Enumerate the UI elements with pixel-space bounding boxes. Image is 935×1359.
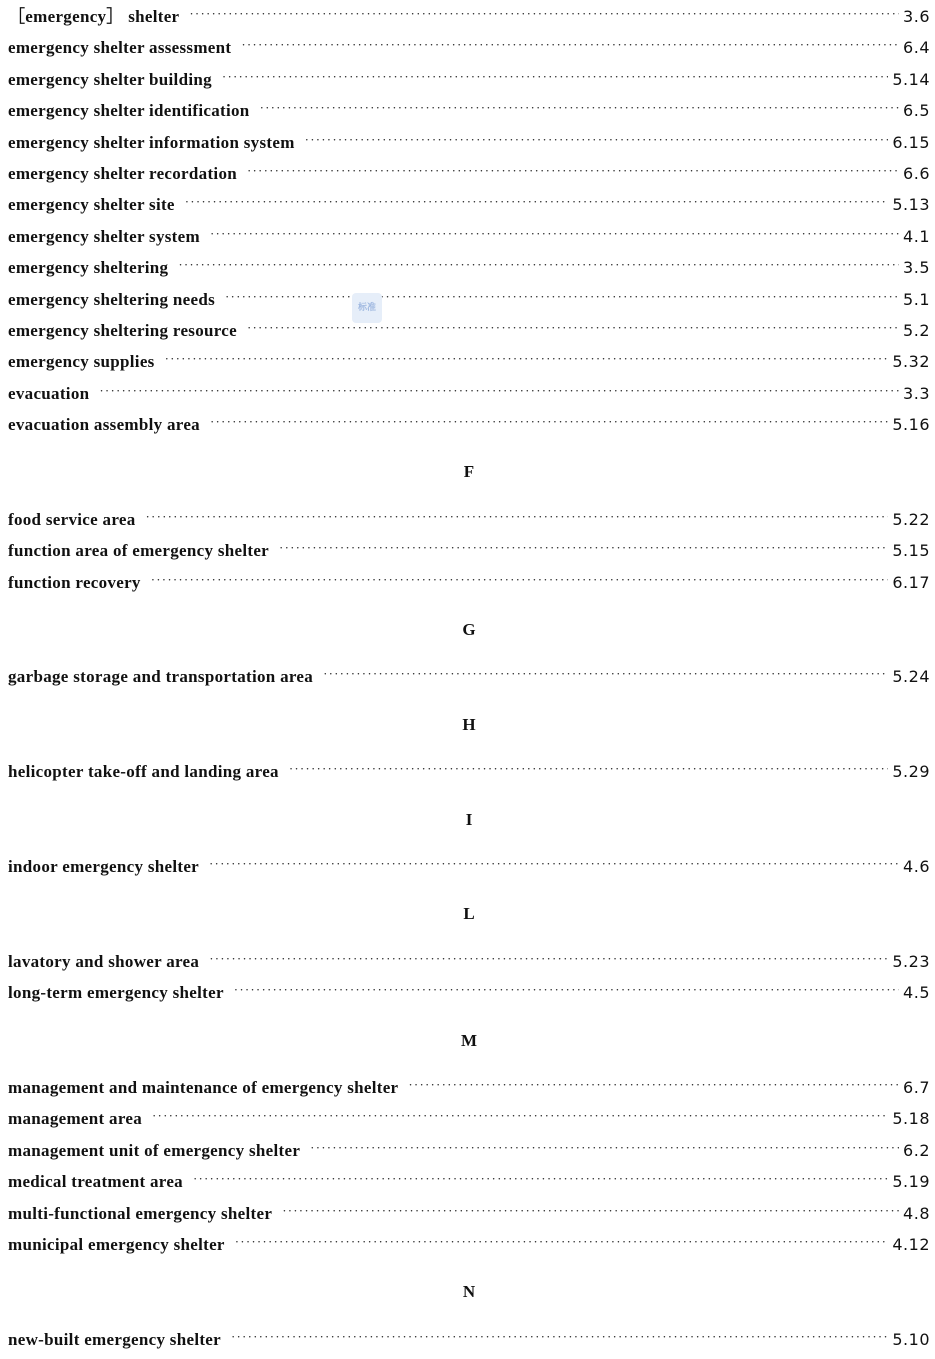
clause-number: 3.5 bbox=[903, 258, 930, 278]
dot-leader bbox=[209, 947, 888, 971]
index-term: function area of emergency shelter bbox=[8, 541, 270, 561]
section-letter-heading: F bbox=[463, 462, 475, 482]
index-entry[interactable] bbox=[8, 571, 930, 602]
index-term: emergency supplies bbox=[8, 352, 155, 372]
index-term: emergency shelter identification bbox=[8, 101, 250, 121]
section-letter-heading: M bbox=[460, 1030, 478, 1050]
clause-number: 6.7 bbox=[903, 1077, 930, 1097]
dot-leader bbox=[152, 1104, 888, 1128]
clause-number: 5.29 bbox=[892, 762, 930, 782]
dot-leader bbox=[323, 662, 888, 686]
clause-number: 5.13 bbox=[892, 195, 930, 215]
dot-leader bbox=[185, 190, 889, 214]
clause-number: 4.6 bbox=[903, 856, 930, 876]
index-entry[interactable] bbox=[8, 1328, 930, 1359]
index-entry[interactable] bbox=[8, 382, 930, 413]
index-entry[interactable] bbox=[8, 68, 930, 99]
index-term: new-built emergency shelter bbox=[8, 1329, 221, 1349]
index-entry[interactable] bbox=[8, 855, 930, 886]
dot-leader bbox=[151, 568, 889, 592]
index-entry[interactable] bbox=[8, 350, 930, 381]
index-entry[interactable] bbox=[8, 36, 930, 67]
index-entry[interactable] bbox=[8, 981, 930, 1012]
clause-number: 5.15 bbox=[892, 541, 930, 561]
dot-leader bbox=[241, 33, 899, 57]
clause-number: 4.1 bbox=[903, 226, 930, 246]
index-term: management area bbox=[8, 1109, 143, 1129]
index-term: management unit of emergency shelter bbox=[8, 1140, 301, 1160]
index-term: ［emergency］ shelter bbox=[8, 7, 180, 26]
index-entry[interactable] bbox=[8, 5, 930, 36]
dot-leader bbox=[234, 978, 899, 1002]
dot-leader bbox=[210, 222, 899, 246]
index-entry[interactable] bbox=[8, 256, 930, 287]
dot-leader bbox=[146, 505, 889, 529]
clause-number: 5.23 bbox=[892, 951, 930, 971]
index-term: indoor emergency shelter bbox=[8, 856, 200, 876]
index-entry[interactable] bbox=[8, 760, 930, 791]
index-entry[interactable] bbox=[8, 1233, 930, 1264]
index-term: emergency sheltering resource bbox=[8, 320, 237, 340]
clause-number: 5.2 bbox=[903, 320, 930, 340]
dot-leader bbox=[408, 1073, 899, 1097]
index-entry[interactable] bbox=[8, 193, 930, 224]
clause-number: 3.3 bbox=[903, 383, 930, 403]
index-term: management and maintenance of emergency shelter bbox=[8, 1077, 399, 1097]
index-term: emergency shelter site bbox=[8, 195, 175, 215]
index-entry[interactable] bbox=[8, 131, 930, 162]
index-term: evacuation assembly area bbox=[8, 415, 200, 435]
dot-leader bbox=[99, 379, 899, 403]
clause-number: 5.22 bbox=[892, 509, 930, 529]
clause-number: 4.8 bbox=[903, 1203, 930, 1223]
index-entry[interactable] bbox=[8, 413, 930, 444]
section-letter-heading: G bbox=[462, 620, 476, 640]
index-entry[interactable] bbox=[8, 288, 930, 319]
clause-number: 6.6 bbox=[903, 163, 930, 183]
index-entry[interactable] bbox=[8, 319, 930, 350]
dot-leader bbox=[279, 536, 888, 560]
dot-leader bbox=[222, 65, 888, 89]
clause-number: 5.10 bbox=[892, 1329, 930, 1349]
clause-number: 5.18 bbox=[892, 1109, 930, 1129]
index-page bbox=[8, 5, 930, 1359]
section-letter-heading: N bbox=[462, 1282, 476, 1302]
index-entry[interactable] bbox=[8, 1076, 930, 1107]
index-term: emergency shelter information system bbox=[8, 132, 295, 152]
clause-number: 4.12 bbox=[892, 1234, 930, 1254]
index-term: lavatory and shower area bbox=[8, 951, 200, 971]
clause-number: 5.16 bbox=[892, 415, 930, 435]
index-entry[interactable] bbox=[8, 1170, 930, 1201]
index-entry[interactable] bbox=[8, 508, 930, 539]
index-term: medical treatment area bbox=[8, 1172, 183, 1192]
index-term: helicopter take-off and landing area bbox=[8, 762, 279, 782]
index-term: food service area bbox=[8, 509, 136, 529]
dot-leader bbox=[235, 1230, 889, 1254]
index-term: emergency shelter assessment bbox=[8, 38, 232, 58]
index-entry[interactable] bbox=[8, 539, 930, 570]
clause-number: 5.1 bbox=[903, 289, 930, 309]
dot-leader bbox=[209, 852, 899, 876]
clause-number: 6.5 bbox=[903, 101, 930, 121]
dot-leader bbox=[189, 2, 899, 26]
dot-leader bbox=[247, 316, 899, 340]
index-term: function recovery bbox=[8, 572, 141, 592]
dot-leader bbox=[178, 253, 899, 277]
clause-number: 3.6 bbox=[903, 7, 930, 26]
clause-number: 6.17 bbox=[892, 572, 930, 592]
index-term: emergency shelter recordation bbox=[8, 163, 237, 183]
index-entry[interactable] bbox=[8, 99, 930, 130]
index-entry[interactable] bbox=[8, 950, 930, 981]
index-term: municipal emergency shelter bbox=[8, 1234, 225, 1254]
index-entry[interactable] bbox=[8, 1139, 930, 1170]
clause-number: 6.15 bbox=[892, 132, 930, 152]
index-term: emergency sheltering bbox=[8, 258, 169, 278]
index-term: multi-functional emergency shelter bbox=[8, 1203, 273, 1223]
clause-number: 6.2 bbox=[903, 1140, 930, 1160]
index-term: garbage storage and transportation area bbox=[8, 667, 314, 687]
index-term: emergency shelter system bbox=[8, 226, 200, 246]
dot-leader bbox=[247, 159, 899, 183]
index-term: long-term emergency shelter bbox=[8, 983, 224, 1003]
dot-leader bbox=[165, 347, 889, 371]
dot-leader bbox=[282, 1199, 899, 1223]
dot-leader bbox=[231, 1325, 888, 1349]
clause-number: 4.5 bbox=[903, 983, 930, 1003]
section-letter-heading: I bbox=[465, 809, 473, 829]
clause-number: 5.19 bbox=[892, 1172, 930, 1192]
clause-number: 5.32 bbox=[892, 352, 930, 372]
section-letter-heading: H bbox=[462, 714, 476, 734]
index-term: emergency shelter building bbox=[8, 69, 212, 89]
clause-number: 5.14 bbox=[892, 69, 930, 89]
dot-leader bbox=[210, 410, 888, 434]
watermark-logo: 标准 bbox=[352, 293, 382, 323]
dot-leader bbox=[289, 757, 889, 781]
clause-number: 5.24 bbox=[892, 667, 930, 687]
dot-leader bbox=[225, 285, 899, 309]
index-entry[interactable] bbox=[8, 225, 930, 256]
index-entry[interactable] bbox=[8, 162, 930, 193]
dot-leader bbox=[310, 1136, 899, 1160]
index-entry[interactable] bbox=[8, 665, 930, 696]
section-letter-heading: L bbox=[463, 904, 475, 924]
dot-leader bbox=[260, 96, 899, 120]
index-term: evacuation bbox=[8, 383, 90, 403]
dot-leader bbox=[193, 1167, 888, 1191]
index-entry[interactable] bbox=[8, 1202, 930, 1233]
index-term: emergency sheltering needs bbox=[8, 289, 216, 309]
dot-leader bbox=[305, 128, 889, 152]
clause-number: 6.4 bbox=[903, 38, 930, 58]
index-entry[interactable] bbox=[8, 1107, 930, 1138]
